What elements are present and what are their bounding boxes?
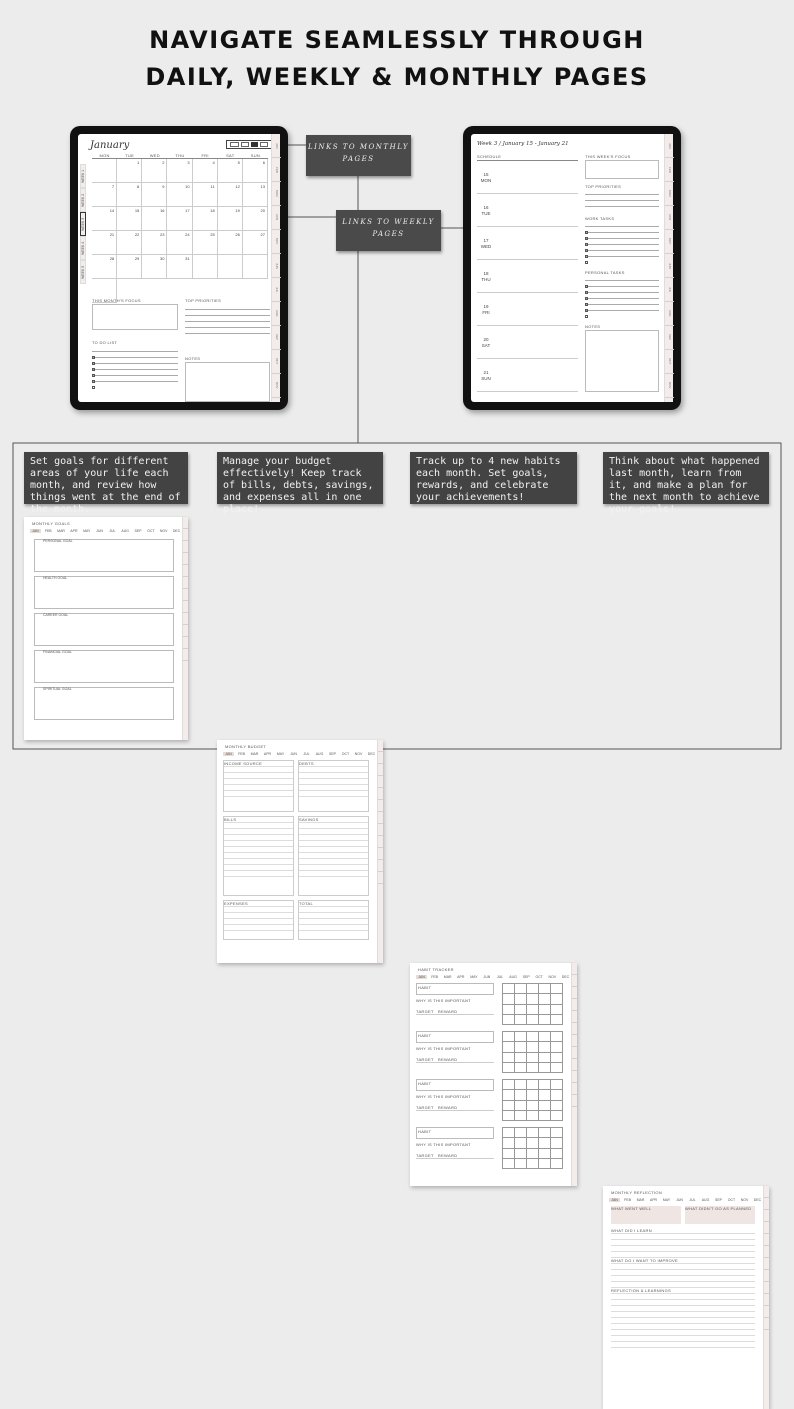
- calendar-day[interactable]: 15: [117, 207, 142, 231]
- month-tab[interactable]: FEB: [238, 752, 245, 756]
- schedule-day[interactable]: [477, 326, 578, 359]
- reflection-caption: Think about what happened last month, learn from it, and make a plan for the next month to achieve your goals!: [603, 452, 769, 504]
- view-switcher[interactable]: [226, 140, 272, 149]
- month-tab[interactable]: JAN: [665, 134, 674, 158]
- month-tab[interactable]: DEC: [172, 529, 181, 533]
- month-tab[interactable]: MAR: [250, 752, 259, 756]
- month-tab[interactable]: JUN: [96, 529, 103, 533]
- calendar-day[interactable]: 5: [218, 159, 243, 183]
- habit-block[interactable]: HABIT WHY IS THIS IMPORTANT TARGET REWARD: [416, 1127, 563, 1169]
- calendar-day[interactable]: 2: [142, 159, 167, 183]
- month-tab[interactable]: MAR: [665, 182, 674, 206]
- reflection-highlights[interactable]: WHAT WENT WELL WHAT DIDN'T GO AS PLANNED: [603, 1202, 769, 1224]
- month-tab[interactable]: APR: [263, 752, 272, 756]
- month-tab[interactable]: AUG: [121, 529, 129, 533]
- month-tab[interactable]: DEC: [561, 975, 570, 979]
- day-label: 21 SUN: [481, 370, 491, 381]
- month-tab[interactable]: NOV: [354, 752, 363, 756]
- month-tab[interactable]: FEB: [624, 1198, 631, 1202]
- monthly-tablet: [70, 126, 288, 410]
- habit-list[interactable]: [410, 979, 577, 1169]
- month-tab[interactable]: APR: [665, 206, 674, 230]
- week-tab[interactable]: WEEK 4: [80, 236, 86, 260]
- month-tab[interactable]: OCT: [727, 1198, 736, 1202]
- month-tab[interactable]: DEC: [753, 1198, 762, 1202]
- week-focus-box[interactable]: [585, 160, 659, 179]
- month-tab-strip: [664, 134, 673, 402]
- month-tab[interactable]: SEP: [134, 529, 142, 533]
- month-tab[interactable]: MAR: [57, 529, 65, 533]
- month-focus-box[interactable]: [92, 304, 178, 330]
- day-label: 19 FRI: [482, 304, 490, 315]
- schedule-day[interactable]: [477, 293, 578, 326]
- calendar-day[interactable]: 31: [167, 255, 192, 279]
- checkbox-icon[interactable]: [92, 386, 95, 389]
- month-tab[interactable]: APR: [457, 975, 465, 979]
- goal-box[interactable]: HEALTH GOAL: [34, 576, 174, 609]
- month-tab[interactable]: MAY: [272, 230, 281, 254]
- personal-tasks-label: PERSONAL TASKS: [585, 270, 625, 275]
- month-tab[interactable]: FEB: [44, 529, 52, 533]
- habit-grid[interactable]: [502, 1079, 563, 1121]
- page-side-tabs: [763, 1186, 769, 1409]
- monthly-calendar-page: [78, 134, 280, 402]
- page-title: MONTHLY REFLECTION: [611, 1190, 663, 1195]
- month-tab[interactable]: OCT: [665, 350, 674, 374]
- week-tab[interactable]: WEEK 5: [80, 260, 86, 284]
- weekly-page: [471, 134, 673, 402]
- month-tab[interactable]: JUL: [665, 278, 674, 302]
- calendar-day[interactable]: 11: [193, 183, 218, 207]
- month-tab[interactable]: MAY: [665, 230, 674, 254]
- schedule-label: SCHEDULE: [477, 154, 502, 159]
- notes-label: NOTES: [185, 356, 201, 361]
- week-notes-label: NOTES: [585, 324, 601, 329]
- month-tab[interactable]: JAN: [223, 752, 234, 756]
- weekday-label: MON: [99, 153, 110, 158]
- calendar-day[interactable]: 29: [117, 255, 142, 279]
- month-tab[interactable]: NOV: [740, 1198, 749, 1202]
- week-tabs: [80, 164, 90, 284]
- day-label: 15 MON: [480, 172, 492, 183]
- priorities-list[interactable]: [185, 304, 270, 334]
- calendar-day[interactable]: 16: [142, 207, 167, 231]
- month-tab[interactable]: JAN: [272, 134, 281, 158]
- page-title: MONTHLY BUDGET: [225, 744, 267, 749]
- calendar-day[interactable]: [193, 255, 218, 279]
- calendar-day[interactable]: 6: [243, 159, 268, 183]
- month-tab[interactable]: JUL: [496, 975, 504, 979]
- habit-block[interactable]: HABIT WHY IS THIS IMPORTANT TARGET REWARD: [416, 1079, 563, 1121]
- weekday-label: THU: [175, 153, 185, 158]
- month-tab[interactable]: JUL: [109, 529, 116, 533]
- schedule-day[interactable]: [477, 260, 578, 293]
- month-tab[interactable]: APR: [70, 529, 78, 533]
- month-tab-strip: [271, 134, 280, 402]
- month-tab[interactable]: MAR: [636, 1198, 645, 1202]
- day-label: 17 WED: [480, 238, 492, 249]
- week-notes-box[interactable]: [585, 330, 659, 392]
- week-priorities-label: TOP PRIORITIES: [585, 184, 622, 189]
- month-tab[interactable]: JUN: [290, 752, 297, 756]
- calendar-day[interactable]: [218, 255, 243, 279]
- month-tab[interactable]: APR: [649, 1198, 658, 1202]
- monthly-links-callout: LINKS TO MONTHLY PAGES: [306, 135, 411, 176]
- habit-tracker-page: [410, 963, 577, 1186]
- calendar-day[interactable]: [243, 255, 268, 279]
- month-tab[interactable]: FEB: [431, 975, 439, 979]
- monthly-budget-page: [217, 740, 383, 963]
- calendar-day[interactable]: 10: [167, 183, 192, 207]
- month-tab[interactable]: OCT: [535, 975, 543, 979]
- goal-box[interactable]: FINANCIAL GOAL: [34, 650, 174, 683]
- month-tab[interactable]: AUG: [272, 302, 281, 326]
- calendar-day[interactable]: 7: [92, 183, 117, 207]
- month-tab[interactable]: MAR: [272, 182, 281, 206]
- weekly-links-callout: LINKS TO WEEKLY PAGES: [336, 210, 441, 251]
- calendar-day[interactable]: 27: [243, 231, 268, 255]
- work-tasks-label: WORK TASKS: [585, 216, 615, 221]
- calendar-day[interactable]: 4: [193, 159, 218, 183]
- calendar-day[interactable]: 1: [117, 159, 142, 183]
- calendar-day[interactable]: 26: [218, 231, 243, 255]
- calendar-day[interactable]: 14: [92, 207, 117, 231]
- page-side-tabs: [377, 740, 383, 963]
- day-label: 18 THU: [481, 271, 491, 282]
- calendar-day[interactable]: 18: [193, 207, 218, 231]
- month-tab[interactable]: JUN: [272, 254, 281, 278]
- calendar-day[interactable]: 30: [142, 255, 167, 279]
- schedule-day[interactable]: [477, 194, 578, 227]
- month-tab[interactable]: SEP: [328, 752, 336, 756]
- habit-grid[interactable]: [502, 983, 563, 1025]
- monthly-reflection-page: [603, 1186, 769, 1409]
- budget-tables[interactable]: INCOME SOURCE DEBTS BILLS SAVINGS EXPENSES TOTAL: [217, 756, 383, 940]
- schedule-day[interactable]: [477, 161, 578, 194]
- month-tab[interactable]: JUL: [689, 1198, 696, 1202]
- habit-grid[interactable]: [502, 1127, 563, 1169]
- month-tab[interactable]: OCT: [341, 752, 350, 756]
- month-tab[interactable]: JUN: [483, 975, 491, 979]
- month-tab[interactable]: SEP: [665, 326, 674, 350]
- week-title: Week 3 / January 15 - January 21: [477, 141, 569, 147]
- monthly-view-icon[interactable]: [251, 142, 258, 147]
- habit-block[interactable]: HABIT WHY IS THIS IMPORTANT TARGET REWARD: [416, 1031, 563, 1073]
- month-tab[interactable]: NOV: [665, 374, 674, 398]
- calendar-day[interactable]: 13: [243, 183, 268, 207]
- month-tab[interactable]: SEP: [714, 1198, 722, 1202]
- habit-caption: Track up to 4 new habits each month. Set goals, rewards, and celebrate your achievements!: [410, 452, 577, 504]
- week-tab[interactable]: WEEK 3: [80, 212, 86, 236]
- schedule-day[interactable]: [477, 359, 578, 392]
- calendar-day[interactable]: 9: [142, 183, 167, 207]
- month-tab[interactable]: NOV: [272, 374, 281, 398]
- month-tab[interactable]: DEC: [367, 752, 376, 756]
- calendar-day[interactable]: [92, 159, 117, 183]
- checkbox-icon[interactable]: [585, 261, 588, 264]
- weekday-label: FRI: [201, 153, 209, 158]
- month-tab[interactable]: SEP: [522, 975, 530, 979]
- calendar-day[interactable]: 17: [167, 207, 192, 231]
- page-side-tabs: [571, 963, 577, 1186]
- calendar-day[interactable]: 22: [117, 231, 142, 255]
- page-side-tabs: [182, 517, 188, 740]
- personal-tasks-list[interactable]: [585, 275, 659, 311]
- month-tab[interactable]: NOV: [548, 975, 557, 979]
- notes-box[interactable]: [185, 362, 270, 402]
- month-tab[interactable]: JUN: [676, 1198, 683, 1202]
- month-tab[interactable]: AUG: [665, 302, 674, 326]
- top-priorities-label: TOP PRIORITIES: [185, 298, 222, 303]
- calendar-day[interactable]: 21: [92, 231, 117, 255]
- calendar: [92, 153, 268, 303]
- weekday-label: WED: [149, 153, 160, 158]
- month-tab[interactable]: JUL: [272, 278, 281, 302]
- habit-block[interactable]: HABIT WHY IS THIS IMPORTANT TARGET REWARD: [416, 983, 563, 1025]
- month-tab[interactable]: APR: [272, 206, 281, 230]
- week-tab[interactable]: WEEK 1: [80, 164, 86, 188]
- todo-list[interactable]: [92, 346, 178, 382]
- weekly-tablet: [463, 126, 681, 410]
- goal-box[interactable]: PERSONAL GOAL: [34, 539, 174, 572]
- month-tab[interactable]: JAN: [609, 1198, 620, 1202]
- calendar-day[interactable]: 8: [117, 183, 142, 207]
- goals-caption: Set goals for different areas of your life each month, and review how things went at the end of the month.: [24, 452, 188, 504]
- goal-box[interactable]: SPIRITUAL GOAL: [34, 687, 174, 720]
- day-label: 16 TUE: [481, 205, 491, 216]
- headline-line-1: NAVIGATE SEAMLESSLY THROUGH: [149, 26, 645, 54]
- month-tab[interactable]: JAN: [416, 975, 427, 979]
- calendar-day[interactable]: 3: [167, 159, 192, 183]
- week-tab[interactable]: WEEK 2: [80, 188, 86, 212]
- calendar-grid: [92, 158, 268, 303]
- month-tab[interactable]: MAY: [83, 529, 91, 533]
- month-tab[interactable]: MAY: [276, 752, 285, 756]
- month-bar: [410, 975, 577, 979]
- calendar-day[interactable]: 28: [92, 255, 117, 279]
- calendar-day[interactable]: 20: [243, 207, 268, 231]
- calendar-day[interactable]: 19: [218, 207, 243, 231]
- budget-caption: Manage your budget effectively! Keep track of bills, debts, savings, and expenses all in one place!: [217, 452, 383, 504]
- headline-line-2: DAILY, WEEKLY & MONTHLY PAGES: [145, 63, 649, 91]
- month-tab[interactable]: MAR: [443, 975, 452, 979]
- month-tab[interactable]: OCT: [147, 529, 155, 533]
- weekday-label: SUN: [250, 153, 261, 158]
- week-focus-label: THIS WEEK'S FOCUS: [585, 154, 631, 159]
- schedule-day[interactable]: [477, 227, 578, 260]
- month-tab[interactable]: FEB: [272, 158, 281, 182]
- calendar-day[interactable]: 25: [193, 231, 218, 255]
- list-view-icon[interactable]: [260, 142, 269, 147]
- goal-box[interactable]: CAREER GOAL: [34, 613, 174, 646]
- month-tab[interactable]: FEB: [665, 158, 674, 182]
- month-bar: [24, 529, 188, 533]
- calendar-day[interactable]: 24: [167, 231, 192, 255]
- page-title: MONTHLY GOALS: [32, 521, 70, 526]
- month-tab[interactable]: JUL: [303, 752, 310, 756]
- month-focus-label: THIS MONTH'S FOCUS: [92, 298, 141, 303]
- calendar-day[interactable]: 12: [218, 183, 243, 207]
- monthly-goals-page: [24, 517, 188, 740]
- weekday-header: [92, 153, 268, 158]
- calendar-day[interactable]: 23: [142, 231, 167, 255]
- week-priorities-list[interactable]: [585, 189, 659, 207]
- month-tab[interactable]: AUG: [315, 752, 324, 756]
- reflection-lines[interactable]: WHAT DID I LEARN WHAT DO I WANT TO IMPROVE REFLECTION & LEARNINGS: [603, 1224, 769, 1348]
- day-label: 20 SAT: [481, 337, 491, 348]
- month-tab[interactable]: JAN: [30, 529, 41, 533]
- weekly-view-icon[interactable]: [241, 142, 250, 147]
- month-tab[interactable]: MAY: [662, 1198, 671, 1202]
- weekday-label: TUE: [125, 153, 135, 158]
- month-tab[interactable]: NOV: [159, 529, 168, 533]
- todo-label: TO DO LIST: [92, 340, 118, 345]
- week-schedule: [477, 160, 578, 392]
- work-tasks-list[interactable]: [585, 221, 659, 257]
- daily-view-icon[interactable]: [230, 142, 239, 147]
- month-tab[interactable]: AUG: [509, 975, 517, 979]
- habit-grid[interactable]: [502, 1031, 563, 1073]
- checkbox-icon[interactable]: [585, 315, 588, 318]
- page-title: HABIT TRACKER: [418, 967, 454, 972]
- month-title: January: [90, 140, 130, 151]
- month-tab[interactable]: AUG: [701, 1198, 710, 1202]
- weekday-label: SAT: [226, 153, 235, 158]
- month-tab[interactable]: MAY: [470, 975, 478, 979]
- month-tab[interactable]: SEP: [272, 326, 281, 350]
- month-tab[interactable]: OCT: [272, 350, 281, 374]
- month-tab[interactable]: JUN: [665, 254, 674, 278]
